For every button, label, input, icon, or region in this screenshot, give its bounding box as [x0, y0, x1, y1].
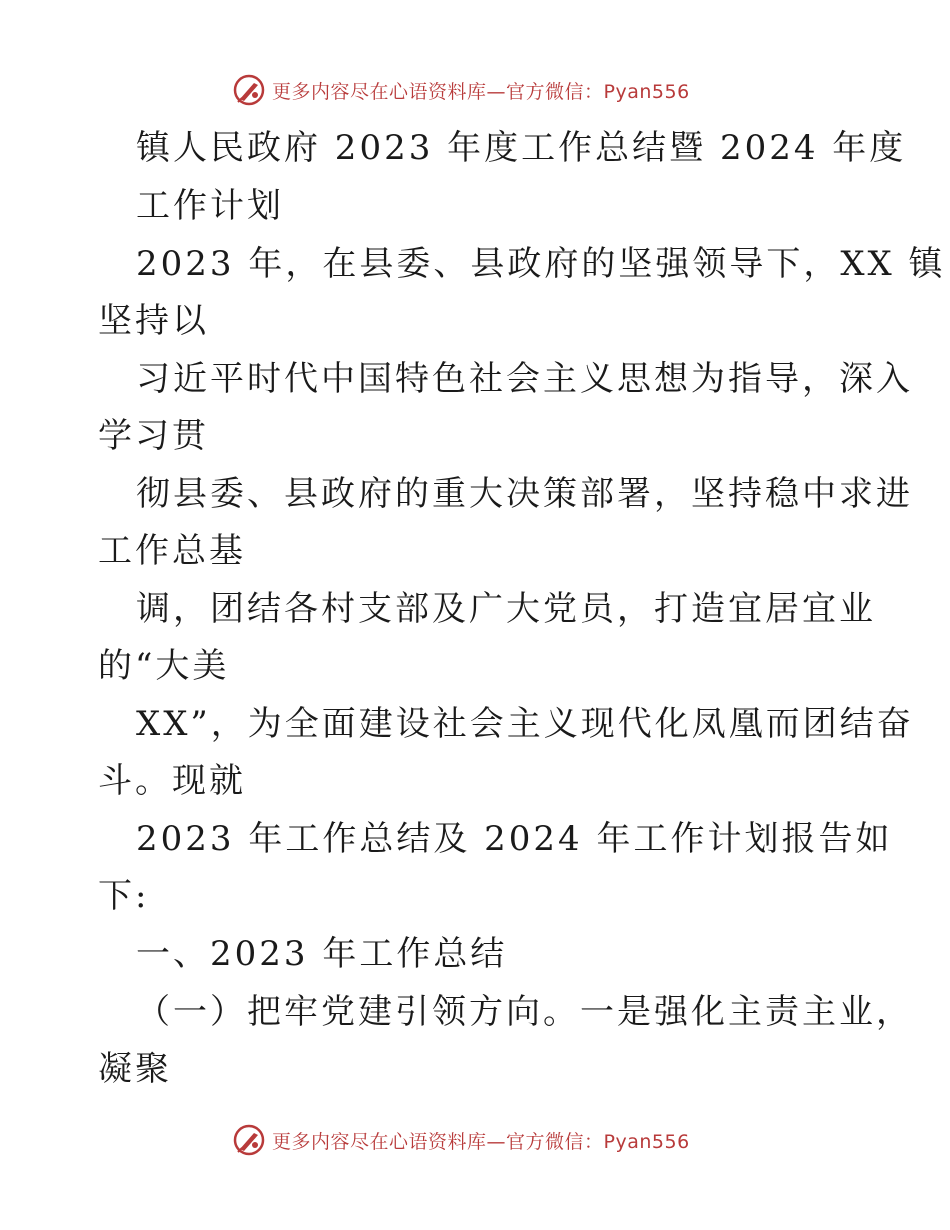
paragraph-line: 习近平时代中国特色社会主义思想为指导，深入 — [136, 359, 913, 399]
paragraph-line: 斗。现就 — [98, 761, 246, 801]
paragraph-line: 彻县委、县政府的重大决策部署，坚持稳中求进 — [136, 474, 913, 514]
watermark-text: 更多内容尽在心语资料库—官方微信：Pyan556 — [272, 80, 690, 103]
paragraph-line: 学习贯 — [98, 416, 209, 456]
quill-pen-circle-icon — [232, 1123, 266, 1157]
paragraph-line: 工作总基 — [98, 531, 246, 571]
watermark-banner-top — [232, 72, 690, 108]
watermark-text: 更多内容尽在心语资料库—官方微信：Pyan556 — [272, 1130, 690, 1153]
subsection-line: （一）把牢党建引领方向。一是强化主责主业， — [136, 992, 913, 1032]
watermark-banner-bottom — [232, 1122, 690, 1158]
paragraph-line: 2023 年，在县委、县政府的坚强领导下，XX 镇 — [136, 244, 946, 284]
paragraph-line: 2023 年工作总结及 2024 年工作计划报告如 — [136, 819, 893, 859]
paragraph-line: 下: — [98, 876, 150, 916]
quill-pen-circle-icon — [232, 73, 266, 107]
paragraph-line: XX”，为全面建设社会主义现代化凤凰而团结奋 — [136, 704, 914, 744]
document-title-line-1: 镇人民政府 2023 年度工作总结暨 2024 年度 — [136, 128, 907, 168]
paragraph-line: 的“大美 — [98, 646, 230, 686]
paragraph-line: 凝聚 — [98, 1049, 172, 1089]
paragraph-line: 坚持以 — [98, 301, 209, 341]
document-title-line-2: 工作计划 — [136, 186, 284, 226]
section-heading: 一、2023 年工作总结 — [136, 934, 508, 974]
paragraph-line: 调，团结各村支部及广大党员，打造宜居宜业 — [136, 589, 876, 629]
